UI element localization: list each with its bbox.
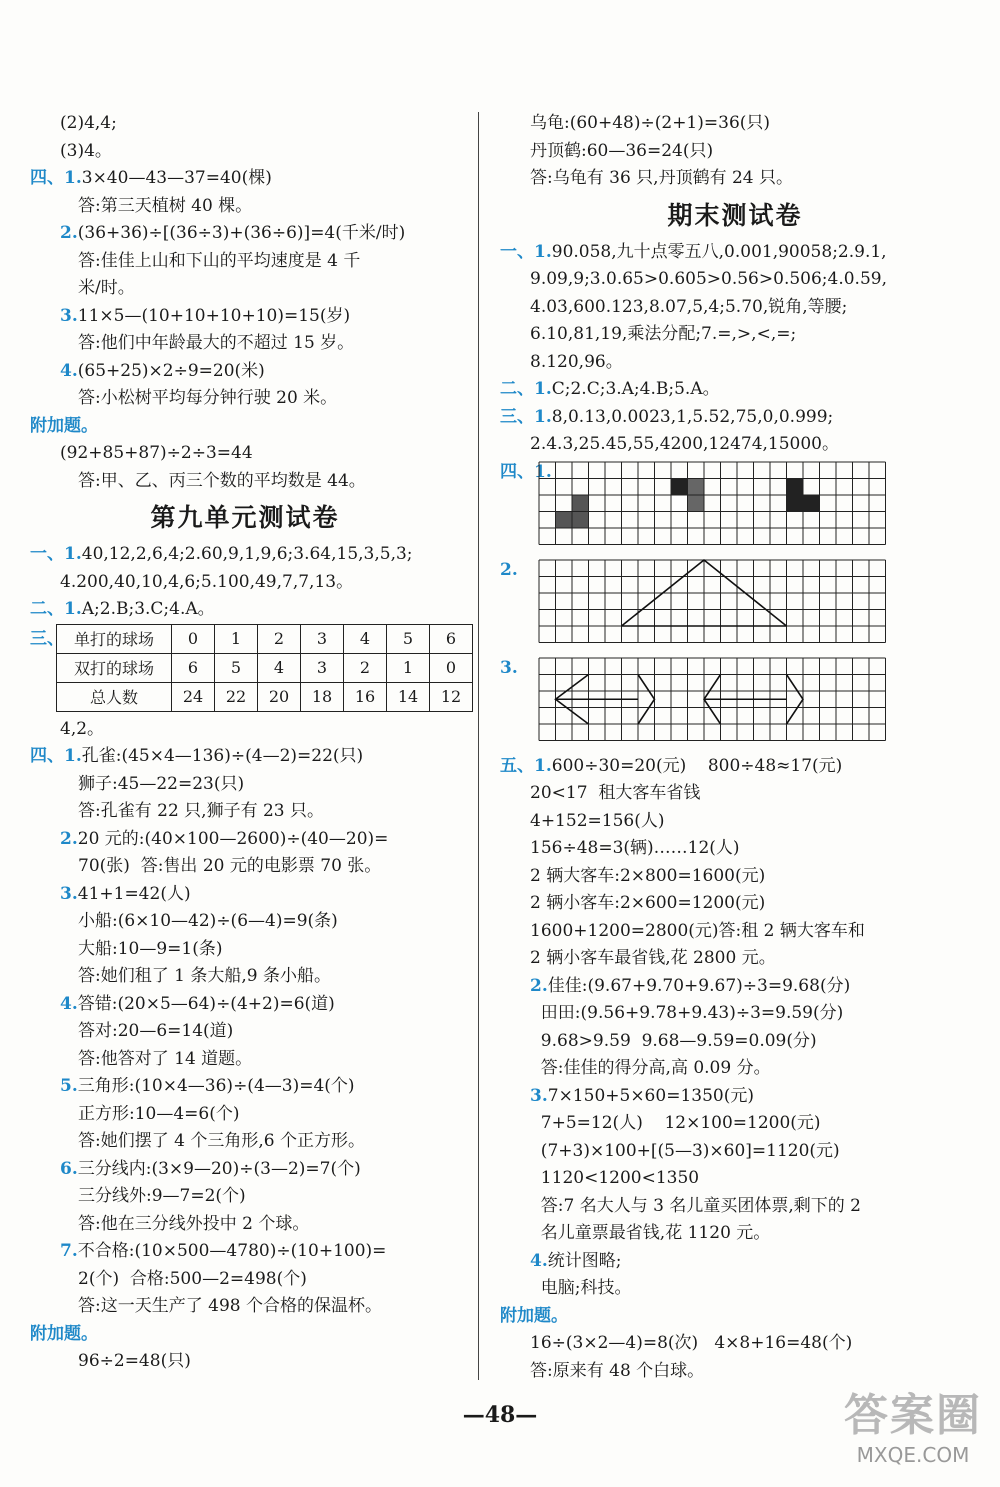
answer-line (500, 1330, 970, 1358)
watermark-text: 答案圈 (844, 1390, 982, 1441)
answer-text: 电脑;科技。 (530, 1278, 632, 1298)
answer-text: 4,2。 (60, 718, 105, 739)
answer-text: 正方形:10—4=6(个) (78, 1103, 240, 1124)
question-number: 3. (530, 1085, 548, 1106)
answer-line (500, 808, 970, 836)
answer-line (500, 1193, 970, 1221)
table-cell: 2 (258, 624, 301, 653)
question-number: 五、1. (500, 755, 552, 776)
answer-line (500, 266, 970, 294)
table-cell: 双打的球场 (57, 653, 172, 682)
answer-line (30, 1073, 460, 1101)
answer-line (30, 165, 460, 193)
court-table-block (30, 624, 460, 716)
table-cell: 总人数 (57, 682, 172, 711)
answer-text: 2(个) 合格:500—2=498(个) (78, 1268, 307, 1289)
answer-line (30, 358, 460, 386)
question-number: 4. (60, 993, 78, 1014)
answer-text: A;2.B;3.C;4.A。 (81, 599, 215, 619)
question-number: 2. (60, 828, 78, 849)
question-number: 4. (530, 1250, 548, 1271)
table-cell: 1 (387, 653, 430, 682)
table-cell: 14 (387, 682, 430, 711)
answer-text: 20 元的:(40×100—2600)÷(40—20)= (77, 828, 389, 849)
grid-drawing (538, 657, 887, 744)
table-cell: 22 (215, 682, 258, 711)
watermark-logo (844, 1379, 982, 1467)
question-number: 四、1. (500, 461, 552, 482)
answer-text: 70(张) 答:售出 20 元的电影票 70 张。 (78, 856, 382, 876)
answer-line (30, 1266, 460, 1294)
right-column (500, 110, 970, 1385)
watermark-url: MXQE.COM (856, 1443, 970, 1467)
answer-line (30, 908, 460, 936)
table-cell: 24 (172, 682, 215, 711)
table-cell: 1 (215, 624, 258, 653)
answer-text: 答错:(20×5—64)÷(4+2)=6(道) (77, 993, 335, 1014)
answer-line (30, 220, 460, 248)
answer-line (30, 1128, 460, 1156)
answer-line (500, 1138, 970, 1166)
answer-text: 答对:20—6=14(道) (78, 1021, 234, 1041)
answer-line (500, 321, 970, 349)
answer-line (500, 294, 970, 322)
question-number: 3. (60, 305, 78, 326)
table-cell: 18 (301, 682, 344, 711)
answer-line (30, 541, 460, 569)
answer-text: 名儿童票最省钱,花 1120 元。 (530, 1223, 771, 1243)
court-table (56, 624, 473, 712)
answer-text: 答:这一天生产了 498 个合格的保温杯。 (78, 1296, 382, 1316)
table-cell: 3 (301, 624, 344, 653)
answer-line (30, 716, 460, 744)
answer-line (30, 303, 460, 331)
answer-text: 答:他们中年龄最大的不超过 15 岁。 (78, 333, 355, 353)
answer-text: 90.058,九十点零五八,0.001,90058;2.9.1, (551, 241, 887, 262)
column-divider (478, 112, 479, 1380)
answer-text: 96÷2=48(只) (78, 1351, 191, 1371)
answer-text: 2 辆小客车最省钱,花 2800 元。 (530, 948, 776, 968)
table-cell: 0 (430, 653, 473, 682)
answer-line (500, 1028, 970, 1056)
answer-line (30, 275, 460, 303)
table-cell: 5 (215, 653, 258, 682)
answer-line (500, 1055, 970, 1083)
answer-line (500, 431, 970, 459)
answer-text: 16÷(3×2—4)=8(次) 4×8+16=48(个) (530, 1333, 853, 1353)
answer-line (30, 936, 460, 964)
question-number: 三、 (30, 628, 64, 649)
question-number: 6. (60, 1158, 78, 1179)
answer-line (30, 1156, 460, 1184)
table-cell: 0 (172, 624, 215, 653)
answer-line (30, 1238, 460, 1266)
answer-line (30, 853, 460, 881)
grid-drawing (538, 559, 887, 646)
answer-text: 答:乌龟有 36 只,丹顶鹤有 24 只。 (530, 168, 794, 188)
question-number: 2. (530, 975, 548, 996)
answer-line (500, 863, 970, 891)
answer-line (500, 1220, 970, 1248)
question-number: 2. (500, 559, 518, 580)
answer-line (500, 404, 970, 432)
answer-line (500, 973, 970, 1001)
section-title: 期末测试卷 (667, 200, 803, 230)
drawn-shape (787, 674, 804, 724)
answer-line (30, 743, 460, 771)
question-number: 四、1. (30, 168, 82, 188)
answer-line (30, 330, 460, 358)
answer-text: 41+1=42(人) (77, 883, 191, 904)
question-number: 一、1. (30, 544, 82, 564)
shaded-cell (803, 495, 820, 512)
answer-text: (7+3)×100+[(5—3)×60]=1120(元) (530, 1140, 840, 1161)
answer-line (30, 798, 460, 826)
answer-line (30, 193, 460, 221)
answer-text: 三分线内:(3×9—20)÷(3—2)=7(个) (77, 1158, 361, 1179)
shaded-cell (572, 495, 589, 512)
answer-line (500, 110, 970, 138)
answer-line (30, 1183, 460, 1211)
answer-text: 4.200,40,10,4,6;5.100,49,7,7,13。 (60, 571, 354, 592)
answer-line (500, 945, 970, 973)
answer-line (500, 376, 970, 404)
answer-text: 答:孔雀有 22 只,狮子有 23 只。 (78, 801, 325, 821)
question-number: 三、1. (500, 406, 552, 427)
answer-text: 2 辆大客车:2×800=1600(元) (530, 865, 766, 886)
table-cell: 12 (430, 682, 473, 711)
bonus-heading: 附加题。 (30, 1323, 98, 1344)
answer-text: (36+36)÷[(36÷3)+(36÷6)]=4(千米/时) (77, 223, 406, 243)
answer-text: 9.09,9;3.0.65>0.605>0.56>0.506;4.0.59, (530, 269, 887, 289)
answer-text: 统计图略; (547, 1250, 622, 1271)
answer-text: 小船:(6×10—42)÷(6—4)=9(条) (78, 911, 338, 931)
answer-line (500, 165, 970, 193)
answer-text: 答:佳佳的得分高,高 0.09 分。 (530, 1058, 771, 1078)
answer-text: 答:甲、乙、丙三个数的平均数是 44。 (78, 470, 366, 491)
table-row (57, 653, 473, 682)
page-number: —48— (462, 1402, 538, 1428)
answer-line (500, 1248, 970, 1276)
question-number: 3. (500, 657, 518, 678)
answer-text: 4.03,600.123,8.07,5,4;5.70,锐角,等腰; (530, 296, 848, 317)
answer-text: 2 辆小客车:2×600=1200(元) (530, 893, 766, 913)
answer-line (30, 385, 460, 413)
answer-text: 答:他答对了 14 道题。 (78, 1048, 253, 1069)
grid-figure-3 (500, 655, 970, 753)
answer-line (30, 138, 460, 166)
answer-text: 1600+1200=2800(元)答:租 2 辆大客车和 (530, 920, 865, 941)
answer-line (30, 1046, 460, 1074)
table-row (57, 624, 473, 653)
answer-text: 11×5—(10+10+10+10)=15(岁) (77, 305, 351, 326)
answer-text: 20<17 租大客车省钱 (530, 783, 701, 803)
answer-text: 4+152=156(人) (530, 810, 665, 831)
answer-text: C;2.C;3.A;4.B;5.A。 (551, 379, 720, 399)
answer-text: 6.10,81,19,乘法分配;7.=,>,<,=; (530, 324, 797, 344)
table-cell: 16 (344, 682, 387, 711)
answer-line (30, 569, 460, 597)
answer-text: 答:第三天植树 40 棵。 (78, 195, 253, 216)
answer-line (500, 1275, 970, 1303)
bonus-heading: 附加题。 (500, 1305, 568, 1326)
table-cell: 6 (430, 624, 473, 653)
answer-text: 40,12,2,6,4;2.60,9,1,9,6;3.64,15,3,5,3; (81, 544, 413, 564)
answer-line (30, 991, 460, 1019)
answer-line (30, 1348, 460, 1376)
question-number: 2. (60, 223, 78, 243)
answer-line (30, 826, 460, 854)
answer-line (30, 1293, 460, 1321)
answer-line (30, 248, 460, 276)
answer-line (500, 138, 970, 166)
answer-text: 1120<1200<1350 (530, 1168, 700, 1188)
answer-text: 乌龟:(60+48)÷(2+1)=36(只) (530, 113, 771, 133)
answer-text: 3×40—43—37=40(棵) (81, 168, 272, 188)
table-cell: 单打的球场 (57, 624, 172, 653)
answer-line (500, 780, 970, 808)
question-number: 4. (60, 360, 78, 381)
answer-line (500, 239, 970, 267)
question-number: 一、1. (500, 241, 552, 262)
table-row (57, 682, 473, 711)
answer-line (30, 596, 460, 624)
answer-line (30, 881, 460, 909)
grid-drawing (538, 461, 887, 548)
answer-text: 答:佳佳上山和下山的平均速度是 4 千 (78, 250, 361, 271)
answer-text: (3)4。 (60, 140, 112, 161)
table-cell: 4 (258, 653, 301, 682)
question-number: 5. (60, 1076, 78, 1096)
bonus-heading: 附加题。 (30, 415, 98, 436)
answer-text: 答:她们租了 1 条大船,9 条小船。 (78, 966, 331, 986)
answer-text: (2)4,4; (60, 113, 117, 133)
answer-text: 孔雀:(45×4—136)÷(4—2)=22(只) (81, 746, 364, 766)
answer-line (500, 1165, 970, 1193)
answer-text: 三分线外:9—7=2(个) (78, 1186, 246, 1206)
answer-text: 田田:(9.56+9.78+9.43)÷3=9.59(分) (530, 1003, 844, 1023)
answer-line (500, 1083, 970, 1111)
question-number: 7. (60, 1241, 78, 1261)
answer-text: 不合格:(10×500—4780)÷(10+100)= (77, 1241, 387, 1261)
answer-text: 丹顶鹤:60—36=24(只) (530, 140, 714, 161)
answer-text: 答:她们摆了 4 个三角形,6 个正方形。 (78, 1131, 365, 1151)
answer-line (500, 890, 970, 918)
question-number: 二、1. (500, 379, 552, 399)
answer-line (30, 468, 460, 496)
left-column (30, 110, 460, 1376)
table-cell: 20 (258, 682, 301, 711)
answer-text: 156÷48=3(辆)……12(人) (530, 838, 740, 858)
question-number: 3. (60, 883, 78, 904)
answer-line (30, 1101, 460, 1129)
answer-line (30, 1018, 460, 1046)
answer-line (30, 110, 460, 138)
question-number: 四、1. (30, 746, 82, 766)
shaded-cell (671, 495, 688, 512)
answer-text: 7+5=12(人) 12×100=1200(元) (530, 1113, 821, 1133)
answer-text: 三角形:(10×4—36)÷(4—3)=4(个) (77, 1076, 355, 1096)
drawn-shape (638, 674, 655, 724)
answer-line (30, 440, 460, 468)
answer-line (500, 835, 970, 863)
question-number: 二、1. (30, 599, 82, 619)
answer-text: 米/时。 (78, 278, 135, 298)
answer-text: 答:小松树平均每分钟行驶 20 米。 (78, 388, 338, 408)
answer-text: 9.68>9.59 9.68—9.59=0.09(分) (530, 1030, 817, 1051)
answer-text: 答:7 名大人与 3 名儿童买团体票,剩下的 2 (530, 1195, 862, 1216)
answer-line (30, 963, 460, 991)
answer-text: 答:原来有 48 个白球。 (530, 1360, 705, 1381)
answer-line (500, 349, 970, 377)
answer-text: 2.4.3,25.45,55,4200,12474,15000。 (530, 434, 839, 454)
table-cell: 5 (387, 624, 430, 653)
answer-line (500, 918, 970, 946)
answer-text: 7×150+5×60=1350(元) (547, 1085, 754, 1106)
answer-text: 600÷30=20(元) 800÷48≈17(元) (551, 755, 843, 776)
answer-text: 佳佳:(9.67+9.70+9.67)÷3=9.68(分) (547, 975, 851, 996)
answer-line (30, 771, 460, 799)
answer-text: 大船:10—9=1(条) (78, 938, 223, 959)
answer-line (30, 1211, 460, 1239)
grid-figure-2 (500, 557, 970, 655)
table-cell: 3 (301, 653, 344, 682)
answer-text: (65+25)×2÷9=20(米) (77, 360, 265, 381)
answer-text: 答:他在三分线外投中 2 个球。 (78, 1213, 310, 1234)
answer-line (500, 753, 970, 781)
table-cell: 2 (344, 653, 387, 682)
answer-text: 8.120,96。 (530, 351, 623, 372)
table-cell: 6 (172, 653, 215, 682)
section-title: 第九单元测试卷 (150, 503, 340, 532)
table-cell: 4 (344, 624, 387, 653)
answer-line (500, 1110, 970, 1138)
answer-text: (92+85+87)÷2÷3=44 (60, 443, 253, 463)
grid-figure-1 (500, 459, 970, 557)
answer-text: 狮子:45—22=23(只) (78, 773, 245, 794)
shaded-cell (671, 478, 688, 495)
answer-text: 8,0.13,0.0023,1,5.52,75,0,0.999; (551, 406, 834, 427)
answer-line (500, 1000, 970, 1028)
